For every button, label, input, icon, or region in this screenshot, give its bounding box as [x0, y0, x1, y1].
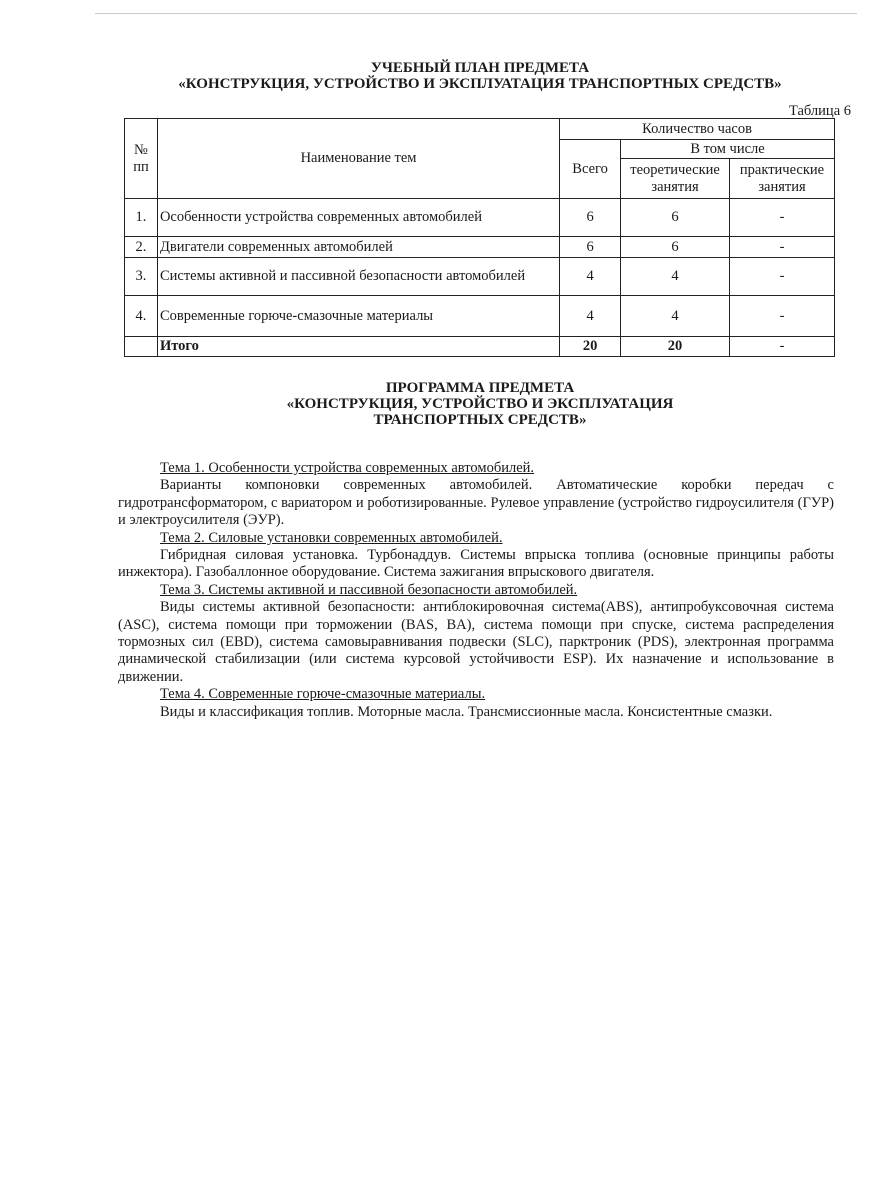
- header-total: Всего: [560, 140, 621, 199]
- table-row: [125, 237, 835, 258]
- row-theory: 4: [621, 296, 730, 337]
- topic-heading: [118, 460, 834, 477]
- row-total: 4: [560, 258, 621, 296]
- plan-table: [124, 118, 835, 357]
- row-total: 6: [560, 237, 621, 258]
- topic-heading: [118, 582, 834, 599]
- topic-text: Варианты компоновки современных автомобилей. Автоматические коробки передач с гидротрансформатором, с вариатором и роботизированные. Рулевое управление (устройство гидроусилителя (ГУР) и электроусилителя (ЭУР).: [118, 477, 834, 529]
- total-theory: 20: [621, 337, 730, 357]
- row-name: Системы активной и пассивной безопасности автомобилей: [157, 258, 559, 296]
- plan-title: [110, 60, 850, 92]
- program-title-line2: «КОНСТРУКЦИЯ, УСТРОЙСТВО И ЭКСПЛУАТАЦИЯ: [286, 396, 674, 412]
- header-num: № пп: [125, 119, 158, 199]
- topic-text: Виды и классификация топлив. Моторные масла. Трансмиссионные масла. Консистентные смазки.: [160, 703, 773, 720]
- row-total: 4: [560, 296, 621, 337]
- header-including: В том числе: [621, 140, 835, 159]
- topic-heading: [118, 686, 834, 703]
- row-theory: 4: [621, 258, 730, 296]
- header-name: Наименование тем: [157, 119, 559, 199]
- total-row: [125, 337, 835, 357]
- program-title: [110, 380, 850, 428]
- topic-heading-text: Тема 4. Современные горюче-смазочные материалы.: [160, 686, 486, 703]
- plan-title-line1: УЧЕБНЫЙ ПЛАН ПРЕДМЕТА: [370, 60, 590, 76]
- row-num: 2.: [125, 237, 158, 258]
- total-total: 20: [560, 337, 621, 357]
- header-hours: Количество часов: [560, 119, 835, 140]
- row-theory: 6: [621, 237, 730, 258]
- program-body: [118, 460, 834, 721]
- row-practice: -: [730, 296, 835, 337]
- header-theory: теоретические занятия: [621, 159, 730, 199]
- row-name: Особенности устройства современных автомобилей: [157, 199, 559, 237]
- topic-text: Виды системы активной безопасности: антиблокировочная система(ABS), антипробуксовочная система (ASC), система помощи при торможении (BAS, BA), система помощи при спуске, система распределения тормозных сил (EBD), система самовыравнивания подвески (SLC), парктроник (PDS), электронная программа динамической стабилизации (или система курсовой устойчивости ESP). Их назначение и использование в движении.: [118, 599, 834, 685]
- scan-edge-line: [95, 13, 857, 14]
- program-title-line3: ТРАНСПОРТНЫХ СРЕДСТВ»: [373, 412, 587, 428]
- table-caption: Таблица 6: [788, 103, 851, 119]
- row-name: Современные горюче-смазочные материалы: [157, 296, 559, 337]
- total-label: Итого: [157, 337, 559, 357]
- table-row: [125, 296, 835, 337]
- row-num: 3.: [125, 258, 158, 296]
- row-total: 6: [560, 199, 621, 237]
- program-title-line1: ПРОГРАММА ПРЕДМЕТА: [385, 380, 575, 396]
- table-row: [125, 199, 835, 237]
- topic-heading-text: Тема 1. Особенности устройства современных автомобилей.: [160, 460, 535, 476]
- row-num: 1.: [125, 199, 158, 237]
- row-practice: -: [730, 237, 835, 258]
- plan-title-line2: «КОНСТРУКЦИЯ, УСТРОЙСТВО И ЭКСПЛУАТАЦИЯ ТРАНСПОРТНЫХ СРЕДСТВ»: [178, 76, 782, 92]
- row-num: 4.: [125, 296, 158, 337]
- topic-heading: [118, 530, 834, 547]
- total-num: [125, 337, 158, 357]
- row-practice: -: [730, 258, 835, 296]
- topic-heading-text: Тема 2. Силовые установки современных автомобилей.: [160, 529, 503, 546]
- row-practice: -: [730, 199, 835, 237]
- total-practice: -: [730, 337, 835, 357]
- table-row: [125, 258, 835, 296]
- topic-text: Гибридная силовая установка. Турбонаддув. Системы впрыска топлива (основные принципы работы инжектора). Газобаллонное оборудование. Система зажигания впрыскового двигателя.: [118, 547, 834, 581]
- topic-heading-text: Тема 3. Системы активной и пассивной безопасности автомобилей.: [160, 581, 578, 598]
- row-theory: 6: [621, 199, 730, 237]
- row-name: Двигатели современных автомобилей: [157, 237, 559, 258]
- header-practice: практические занятия: [730, 159, 835, 199]
